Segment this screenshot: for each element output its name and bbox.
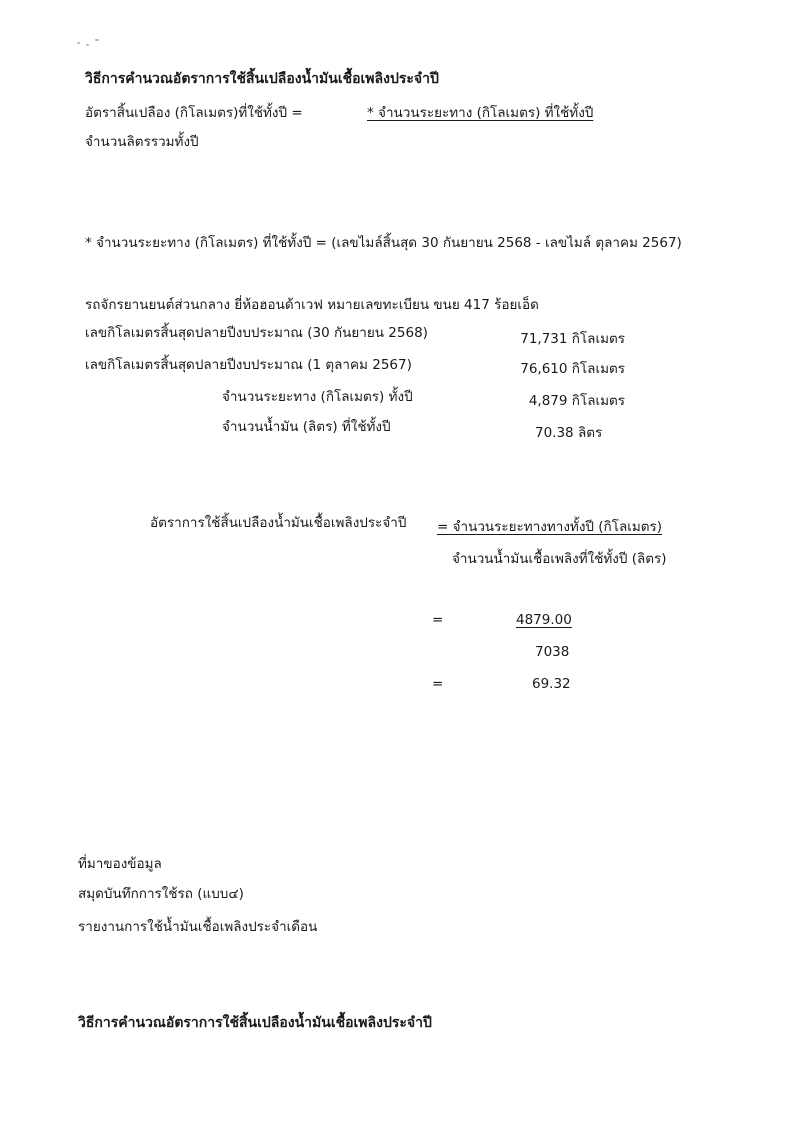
row-value-fuel: 70.38 ลิตร bbox=[535, 425, 603, 441]
formula-numerator: * จำนวนระยะทาง (กิโลเมตร) ที่ใช้ทั้งปี bbox=[367, 105, 594, 121]
row-value-start-odometer: 76,610 กิโลเมตร bbox=[520, 361, 625, 377]
calc-result: 69.32 bbox=[532, 676, 571, 692]
source-item: สมุดบันทึกการใช้รถ (แบบ๔) bbox=[78, 886, 244, 902]
formula-denominator: จำนวนลิตรรวมทั้งปี bbox=[85, 134, 199, 150]
formula-left: อัตราสิ้นเปลือง (กิโลเมตร)ที่ใช้ทั้งปี = bbox=[85, 105, 303, 121]
footnote: * จำนวนระยะทาง (กิโลเมตร) ที่ใช้ทั้งปี = (เลขไมล์สิ้นสุด 30 กันยายน 2568 - เลขไมล์ ตุลาคม 2567) bbox=[85, 235, 682, 251]
scan-speck bbox=[95, 39, 99, 41]
row-value-end-odometer: 71,731 กิโลเมตร bbox=[520, 331, 625, 347]
row-value-distance: 4,879 กิโลเมตร bbox=[528, 393, 625, 409]
vehicle-description: รถจักรยานยนต์ส่วนกลาง ยี่ห้อฮอนด้าเวฟ หมายเลขทะเบียน ขนย 417 ร้อยเอ็ด bbox=[85, 297, 539, 313]
source-item: รายงานการใช้น้ำมันเชื้อเพลิงประจำเดือน bbox=[78, 919, 318, 935]
rate-numerator: = จำนวนระยะทางทางทั้งปี (กิโลเมตร) bbox=[437, 519, 663, 535]
row-label-start-odometer: เลขกิโลเมตรสิ้นสุดปลายปีงบประมาณ (1 ตุลาคม 2567) bbox=[85, 357, 412, 373]
sources-title: ที่มาของข้อมูล bbox=[78, 856, 162, 872]
rate-label: อัตราการใช้สิ้นเปลืองน้ำมันเชื้อเพลิงประจำปี bbox=[150, 515, 407, 531]
row-label-fuel: จำนวนน้ำมัน (ลิตร) ที่ใช้ทั้งปี bbox=[222, 419, 391, 435]
row-label-distance: จำนวนระยะทาง (กิโลเมตร) ทั้งปี bbox=[222, 389, 413, 405]
calc-denominator: 7038 bbox=[535, 644, 570, 660]
row-label-end-odometer: เลขกิโลเมตรสิ้นสุดปลายปีงบประมาณ (30 กันยายน 2568) bbox=[85, 325, 428, 341]
scan-speck bbox=[86, 44, 89, 46]
page-heading: วิธีการคำนวณอัตราการใช้สิ้นเปลืองน้ำมันเชื้อเพลิงประจำปี bbox=[85, 71, 439, 87]
scan-speck bbox=[77, 42, 80, 44]
rate-denominator: จำนวนน้ำมันเชื้อเพลิงที่ใช้ทั้งปี (ลิตร) bbox=[452, 551, 667, 567]
calc-equals-2: = bbox=[432, 676, 444, 692]
calc-numerator: 4879.00 bbox=[516, 612, 572, 628]
page-heading-repeat: วิธีการคำนวณอัตราการใช้สิ้นเปลืองน้ำมันเชื้อเพลิงประจำปี bbox=[78, 1015, 432, 1031]
calc-equals-1: = bbox=[432, 612, 444, 628]
